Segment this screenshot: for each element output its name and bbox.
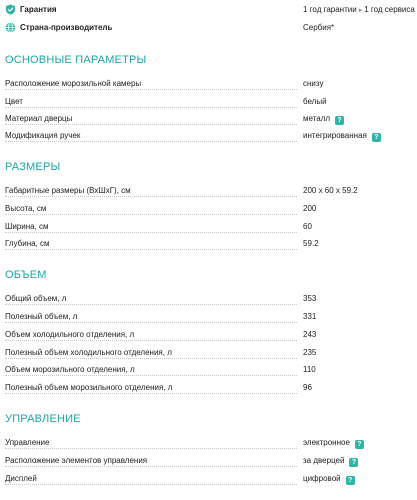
spec-row-key: Цвет [5,97,23,106]
row-divider [5,124,297,125]
spec-row-value [303,114,344,125]
row-divider [5,214,297,215]
spec-row-value-text: цифровой [303,474,341,483]
spec-row [5,292,412,306]
spec-row-value [303,97,327,106]
country-row [0,20,417,38]
globe-icon [5,22,16,33]
spec-row-value [303,365,316,374]
spec-row-key: Общий объем, л [5,294,67,303]
row-divider [5,358,297,359]
spec-row-key: Ширина, см [5,222,49,231]
spec-row [5,129,412,143]
spec-row [5,95,412,109]
spec-row-value [303,79,323,88]
spec-row-key: Высота, см [5,204,47,213]
spec-row-value [303,312,316,321]
spec-row-value [303,438,364,449]
help-icon[interactable]: ? [372,133,381,142]
spec-row-key: Модификация ручек [5,131,81,140]
row-divider [5,89,297,90]
spec-row-value-text: 235 [303,348,317,357]
row-divider [5,249,297,250]
row-divider [5,484,297,485]
spec-row-key: Дисплей [5,474,37,483]
spec-row-value [303,383,312,392]
spec-row-key: Расположение морозильной камеры [5,79,142,88]
help-icon[interactable]: ? [355,440,364,449]
warranty-label: Гарантия [20,5,57,14]
spec-row-value-text: 96 [303,383,312,392]
spec-row [5,184,412,198]
spec-row-value [303,456,358,467]
spec-row-value-text: 331 [303,312,317,321]
spec-row-value [303,204,316,213]
row-divider [5,466,297,467]
spec-row-key: Полезный объем морозильного отделения, л [5,383,173,392]
spec-row [5,77,412,91]
row-divider [5,340,297,341]
spec-row [5,202,412,216]
spec-row-value [303,222,312,231]
spec-row [5,328,412,342]
row-divider [5,232,297,233]
spec-row-value-text: 243 [303,330,317,339]
warranty-row [0,2,417,20]
row-divider [5,304,297,305]
warranty-value [303,5,415,14]
country-value: Сербия* [303,23,335,32]
spec-row [5,237,412,251]
row-divider [5,448,297,449]
spec-row-value-text: металл [303,114,331,123]
spec-row-key: Полезный объем, л [5,312,78,321]
row-divider [5,322,297,323]
spec-row [5,220,412,234]
spec-row-key: Объем морозильного отделения, л [5,365,135,374]
spec-row-value-text: 110 [303,365,316,374]
spec-row-value-text: 60 [303,222,312,231]
spec-row-value-text: 200 x 60 x 59.2 [303,186,358,195]
chevron-right-icon: ▸ [358,7,363,14]
spec-row-value-text: интегрированная [303,131,367,140]
row-divider [5,141,297,142]
spec-row-value [303,186,358,195]
row-divider [5,107,297,108]
spec-row [5,454,412,468]
spec-row-value-text: снизу [303,79,324,88]
country-label: Страна-производитель [20,23,113,32]
spec-row-value [303,294,316,303]
spec-row-key: Полезный объем холодильного отделения, л [5,348,172,357]
spec-row-value-text: 353 [303,294,317,303]
spec-row [5,346,412,360]
spec-row [5,436,412,450]
spec-row-key: Материал дверцы [5,114,73,123]
shield-check-icon [5,4,16,15]
spec-row-key: Объем холодильного отделения, л [5,330,135,339]
spec-row-value [303,239,319,248]
section-title-volume: ОБЪЕМ [5,269,47,281]
spec-row-value [303,131,381,142]
spec-row [5,112,412,126]
spec-row-value-text: 200 [303,204,317,213]
section-title-main-params: ОСНОВНЫЕ ПАРАМЕТРЫ [5,54,147,66]
spec-row-key: Управление [5,438,50,447]
spec-row-value [303,348,316,357]
spec-row-value-text: 59.2 [303,239,319,248]
section-title-controls: УПРАВЛЕНИЕ [5,413,81,425]
row-divider [5,393,297,394]
spec-row [5,381,412,395]
warranty-value-period: 1 год гарантии [303,5,357,14]
spec-row-value-text: электронное [303,438,350,447]
spec-row-value [303,474,355,485]
help-icon[interactable]: ? [346,476,355,485]
spec-row-value-text: белый [303,97,327,106]
row-divider [5,375,297,376]
spec-row-value-text: за дверцей [303,456,345,465]
spec-row [5,363,412,377]
spec-row [5,472,412,486]
spec-row-key: Глубина, см [5,239,50,248]
spec-row-value [303,330,316,339]
help-icon[interactable]: ? [349,458,358,467]
spec-row-key: Расположение элементов управления [5,456,148,465]
help-icon[interactable]: ? [335,116,344,125]
section-title-dimensions: РАЗМЕРЫ [5,161,61,173]
warranty-value-service: 1 год сервиса [364,5,415,14]
row-divider [5,196,297,197]
spec-row-key: Габаритные размеры (ВхШхГ), см [5,186,131,195]
spec-row [5,310,412,324]
